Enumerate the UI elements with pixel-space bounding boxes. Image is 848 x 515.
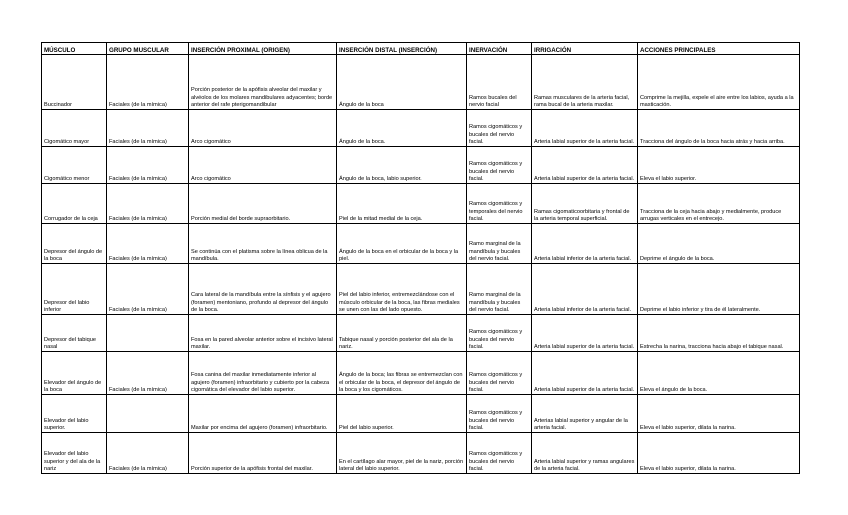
header-acciones[interactable]: ACCIONES PRINCIPALES	[638, 43, 800, 55]
cell-grupo[interactable]: Faciales (de la mímica)	[107, 224, 189, 264]
cell-acciones[interactable]: Tracciona del ángulo de la boca hacia atrás y hacia arriba.	[638, 110, 800, 147]
cell-inervacion[interactable]: Ramos bucales del nervio facial	[467, 55, 532, 110]
cell-irrigacion[interactable]: Arteria labial superior de la arteria facial.	[532, 352, 638, 395]
cell-musculo[interactable]: Depresor del ángulo de la boca	[42, 224, 107, 264]
cell-inervacion[interactable]: Ramos cigomáticos y bucales del nervio facial.	[467, 110, 532, 147]
table-row	[42, 55, 800, 110]
cell-origen[interactable]: Cara lateral de la mandíbula entre la sínfisis y el agujero (foramen) mentoniano, profundo al depresor del ángulo de la boca.	[189, 264, 337, 315]
cell-grupo[interactable]: Faciales (de la mímica)	[107, 264, 189, 315]
muscle-table	[41, 42, 800, 474]
cell-origen[interactable]: Arco cigomático	[189, 110, 337, 147]
cell-grupo[interactable]: Faciales (de la mímica)	[107, 184, 189, 224]
cell-acciones[interactable]: Eleva el labio superior, dilata la narina.	[638, 433, 800, 474]
cell-origen[interactable]: Fosa canina del maxilar inmediatamente inferior al agujero (foramen) infraorbitario y cubierto por la cabeza cigomática del elevador del labio superior.	[189, 352, 337, 395]
table-row	[42, 264, 800, 315]
cell-insercion[interactable]: En el cartílago alar mayor, piel de la nariz, porción lateral del labio superior.	[337, 433, 467, 474]
cell-irrigacion[interactable]: Ramas cigomaticoorbitaria y frontal de la arteria temporal superficial.	[532, 184, 638, 224]
cell-acciones[interactable]: Estrecha la narina, tracciona hacia abajo el tabique nasal.	[638, 315, 800, 352]
cell-grupo[interactable]: Faciales (de la mímica)	[107, 55, 189, 110]
cell-irrigacion[interactable]: Arteria labial inferior de la arteria facial.	[532, 264, 638, 315]
cell-musculo[interactable]: Elevador del ángulo de la boca	[42, 352, 107, 395]
header-insercion[interactable]: INSERCIÓN DISTAL (INSERCIÓN)	[337, 43, 467, 55]
cell-acciones[interactable]: Comprime la mejilla, expele el aire entre los labios, ayuda a la masticación.	[638, 55, 800, 110]
cell-irrigacion[interactable]: Ramas musculares de la arteria facial, rama bucal de la arteria maxilar.	[532, 55, 638, 110]
cell-acciones[interactable]: Tracciona de la ceja hacia abajo y medialmente, produce arrugas verticales en el entrecejo.	[638, 184, 800, 224]
table-row	[42, 352, 800, 395]
cell-irrigacion[interactable]: Arteria labial superior de la arteria facial.	[532, 110, 638, 147]
cell-acciones[interactable]: Eleva el labio superior, dilata la narina.	[638, 395, 800, 433]
cell-inervacion[interactable]: Ramos cigomáticos y bucales del nervio facial.	[467, 352, 532, 395]
cell-grupo[interactable]	[107, 395, 189, 433]
cell-grupo[interactable]: Faciales (de la mímica)	[107, 110, 189, 147]
cell-irrigacion[interactable]: Arteria labial superior de la arteria facial.	[532, 147, 638, 184]
cell-irrigacion[interactable]: Arteria labial inferior de la arteria facial.	[532, 224, 638, 264]
table-row	[42, 110, 800, 147]
cell-origen[interactable]: Maxilar por encima del agujero (foramen) infraorbitario.	[189, 395, 337, 433]
cell-acciones[interactable]: Eleva el labio superior.	[638, 147, 800, 184]
table-row	[42, 315, 800, 352]
cell-origen[interactable]: Arco cigomático	[189, 147, 337, 184]
cell-grupo[interactable]: Faciales (de la mímica)	[107, 352, 189, 395]
cell-origen[interactable]: Porción superior de la apófisis frontal del maxilar.	[189, 433, 337, 474]
cell-acciones[interactable]: Deprime el labio inferior y tira de él lateralmente.	[638, 264, 800, 315]
header-row	[42, 43, 800, 55]
cell-grupo[interactable]: Faciales (de la mímica)	[107, 147, 189, 184]
cell-musculo[interactable]: Elevador del labio superior y del ala de la nariz	[42, 433, 107, 474]
cell-acciones[interactable]: Deprime el ángulo de la boca.	[638, 224, 800, 264]
table-row	[42, 395, 800, 433]
cell-musculo[interactable]: Cigomático menor	[42, 147, 107, 184]
header-irrigacion[interactable]: IRRIGACIÓN	[532, 43, 638, 55]
cell-insercion[interactable]: Ángulo de la boca	[337, 55, 467, 110]
cell-irrigacion[interactable]: Arteria labial superior de la arteria facial.	[532, 315, 638, 352]
cell-inervacion[interactable]: Ramos cigomáticos y temporales del nervio facial.	[467, 184, 532, 224]
header-inervacion[interactable]: INERVACIÓN	[467, 43, 532, 55]
cell-grupo[interactable]	[107, 315, 189, 352]
cell-insercion[interactable]: Ángulo de la boca; las fibras se entremezclan con el orbicular de la boca, el depresor del ángulo de la boca y los cigomáticos.	[337, 352, 467, 395]
cell-inervacion[interactable]: Ramos cigomáticos y bucales del nervio facial.	[467, 147, 532, 184]
cell-inervacion[interactable]: Ramos cigomáticos y bucales del nervio facial.	[467, 433, 532, 474]
table-row	[42, 224, 800, 264]
header-musculo[interactable]: MÚSCULO	[42, 43, 107, 55]
cell-musculo[interactable]: Depresor del labio inferior	[42, 264, 107, 315]
cell-origen[interactable]: Porción medial del borde supraorbitario.	[189, 184, 337, 224]
cell-insercion[interactable]: Piel de la mitad medial de la ceja.	[337, 184, 467, 224]
cell-irrigacion[interactable]: Arteria labial superior y ramas angulares de la arteria facial.	[532, 433, 638, 474]
cell-insercion[interactable]: Ángulo de la boca, labio superior.	[337, 147, 467, 184]
cell-inervacion[interactable]: Ramos cigomáticos y bucales del nervio facial.	[467, 395, 532, 433]
header-origen[interactable]: INSERCIÓN PROXIMAL (ORIGEN)	[189, 43, 337, 55]
cell-grupo[interactable]: Faciales (de la mímica)	[107, 433, 189, 474]
table-row	[42, 184, 800, 224]
cell-origen[interactable]: Fosa en la pared alveolar anterior sobre el incisivo lateral maxilar.	[189, 315, 337, 352]
cell-musculo[interactable]: Depresor del tabique nasal	[42, 315, 107, 352]
cell-insercion[interactable]: Piel del labio superior.	[337, 395, 467, 433]
cell-insercion[interactable]: Ángulo de la boca.	[337, 110, 467, 147]
table-row	[42, 433, 800, 474]
cell-acciones[interactable]: Eleva el ángulo de la boca.	[638, 352, 800, 395]
cell-insercion[interactable]: Piel del labio inferior, entremezclándose con el músculo orbicular de la boca, las fibras mediales se unen con las del lado opuesto.	[337, 264, 467, 315]
table-row	[42, 147, 800, 184]
cell-musculo[interactable]: Corrugador de la ceja	[42, 184, 107, 224]
cell-origen[interactable]: Se continúa con el platisma sobre la línea oblicua de la mandíbula.	[189, 224, 337, 264]
cell-musculo[interactable]: Cigomático mayor	[42, 110, 107, 147]
header-grupo[interactable]: GRUPO MUSCULAR	[107, 43, 189, 55]
cell-irrigacion[interactable]: Arterias labial superior y angular de la arteria facial.	[532, 395, 638, 433]
cell-musculo[interactable]: Buccinador	[42, 55, 107, 110]
cell-insercion[interactable]: Tabique nasal y porción posterior del ala de la nariz.	[337, 315, 467, 352]
cell-inervacion[interactable]: Ramo marginal de la mandíbula y bucales del nervio facial.	[467, 264, 532, 315]
cell-inervacion[interactable]: Ramos cigomáticos y bucales del nervio facial.	[467, 315, 532, 352]
cell-inervacion[interactable]: Ramo marginal de la mandíbula y bucales del nervio facial.	[467, 224, 532, 264]
spreadsheet-area	[41, 42, 800, 474]
cell-origen[interactable]: Porción posterior de la apófisis alveolar del maxilar y alvéolos de los molares mandibulares adyacentes; borde anterior del rafe pterigomandibular	[189, 55, 337, 110]
cell-musculo[interactable]: Elevador del labio superior.	[42, 395, 107, 433]
cell-insercion[interactable]: Ángulo de la boca en el orbicular de la boca y la piel.	[337, 224, 467, 264]
